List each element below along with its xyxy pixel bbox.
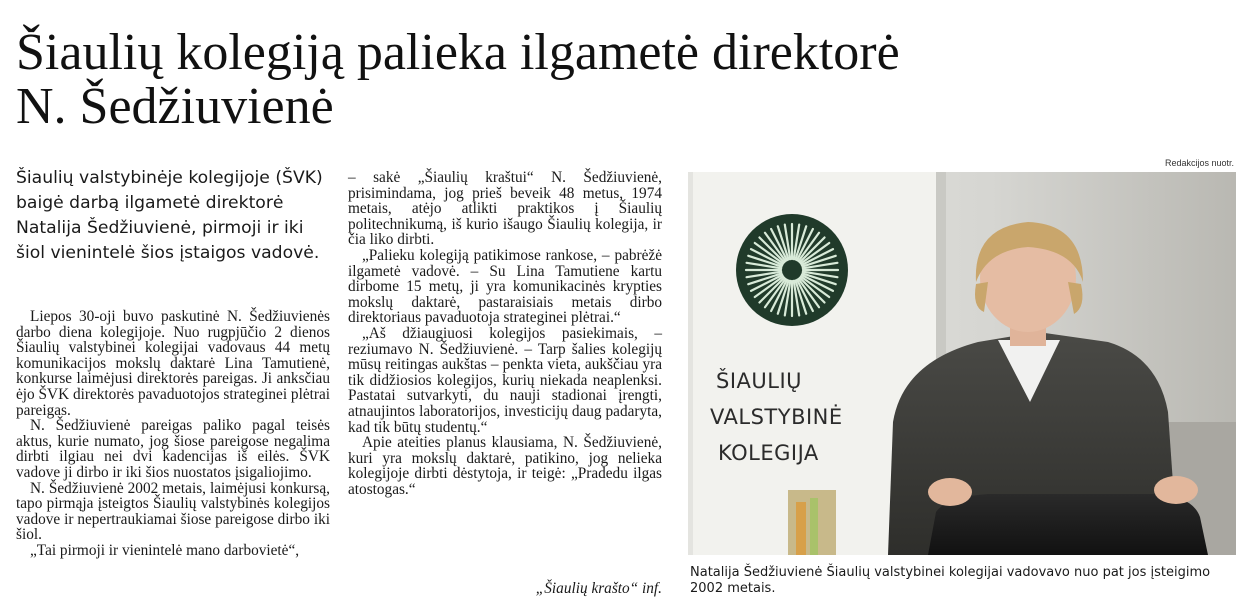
article-column-1 <box>16 309 330 559</box>
banner-line-3: KOLEGIJA <box>718 441 819 465</box>
college-logo-icon <box>736 214 848 326</box>
paragraph: Liepos 30-oji buvo paskutinė N. Šedžiuvienės darbo diena kolegijoje. Nuo rugpjūčio 2 dienos Šiaulių valstybinei kolegijai vadovaus 44 metų komunikacijos mokslų daktarė Lina Tamutienė, konkurse laimėjusi direktorės pareigas. Ji anksčiau ėjo ŠVK direktorės pavaduotojos strateginei plėtrai pareigas. <box>16 308 330 419</box>
paragraph: N. Šedžiuvienė pareigas paliko pagal teisės aktus, kurie numato, jog šiose pareigose negalima dirbti ilgiau nei dvi kadencijas iš eilės. ŠVK vadove ji dirbo ir iki šios nuostatos įsigaliojimo. <box>16 417 330 481</box>
paragraph: Apie ateities planus klausiama, N. Šedžiuvienė, kuri yra mokslų daktarė, patikino, jog nelieka kolegijoje dirbti dėstytoja, ir teigė: „Pradedu ilgas atostogas.“ <box>348 434 662 498</box>
paragraph: „Palieku kolegiją patikimose rankose, – pabrėžė ilgametė vadovė. – Su Lina Tamutiene kartu dirbome 15 metų, ji yra komunikacinės krypties mokslų daktarė, pastaraisiais metais dirbo direktoriaus pavaduotoja strateginei plėtrai.“ <box>348 246 662 327</box>
office-chair <box>928 494 1208 555</box>
photo-caption: Natalija Šedžiuvienė Šiaulių valstybinei kolegijai vadovavo nuo pat jos įsteigimo 2002 metais. <box>690 565 1211 596</box>
paragraph: N. Šedžiuvienė 2002 metais, laimėjusi konkursą, tapo pirmąja įsteigtos Šiaulių valstybinės kolegijos vadove ir nepertraukiamai šiose pareigose dirbo iki šiol. <box>16 479 330 544</box>
paragraph: „Tai pirmoji ir vienintelė mano darbovietė“, <box>30 541 300 559</box>
article-lead: Šiaulių valstybinėje kolegijoje (ŠVK) baigė darbą ilgametė direktorė Natalija Šedžiuvienė, pirmoji ir iki šiol vienintelė šios įstaigos vadovė. <box>16 168 323 263</box>
article-column-2 <box>348 170 662 497</box>
banner-line-1: ŠIAULIŲ <box>716 369 803 393</box>
banner-line-2: VALSTYBINĖ <box>710 405 843 429</box>
article-photo <box>688 172 1236 555</box>
paragraph: – sakė „Šiaulių kraštui“ N. Šedžiuvienė, prisimindama, jog prieš beveik 48 metus, 1974 metais, atėjo atlikti praktikos į Šiaulių politechnikumą, iš kurio išaugo Šiaulių kolegija, ir čia liko dirbti. <box>348 169 662 249</box>
article-signature: „Šiaulių krašto“ inf. <box>535 580 662 597</box>
photo-credit: Redakcijos nuotr. <box>1164 158 1234 168</box>
paragraph: „Aš džiaugiuosi kolegijos pasiekimais, – reziumavo N. Šedžiuvienė. – Tarp šalies kolegijų mūsų reitingas aukštas – penkta vieta, aukščiau yra tik didžiosios kolegijos, kurių niekada neaplenksi. Pastatai sutvarkyti, du nauji stadionai įrengti, atnaujintos laboratorijos, investicijų daug padaryta, kad tik būtų studentų.“ <box>348 324 662 436</box>
article-headline: Šiaulių kolegiją palieka ilgametė direktorė N. Šedžiuvienė <box>16 24 900 135</box>
photo-illustration <box>688 172 1236 555</box>
